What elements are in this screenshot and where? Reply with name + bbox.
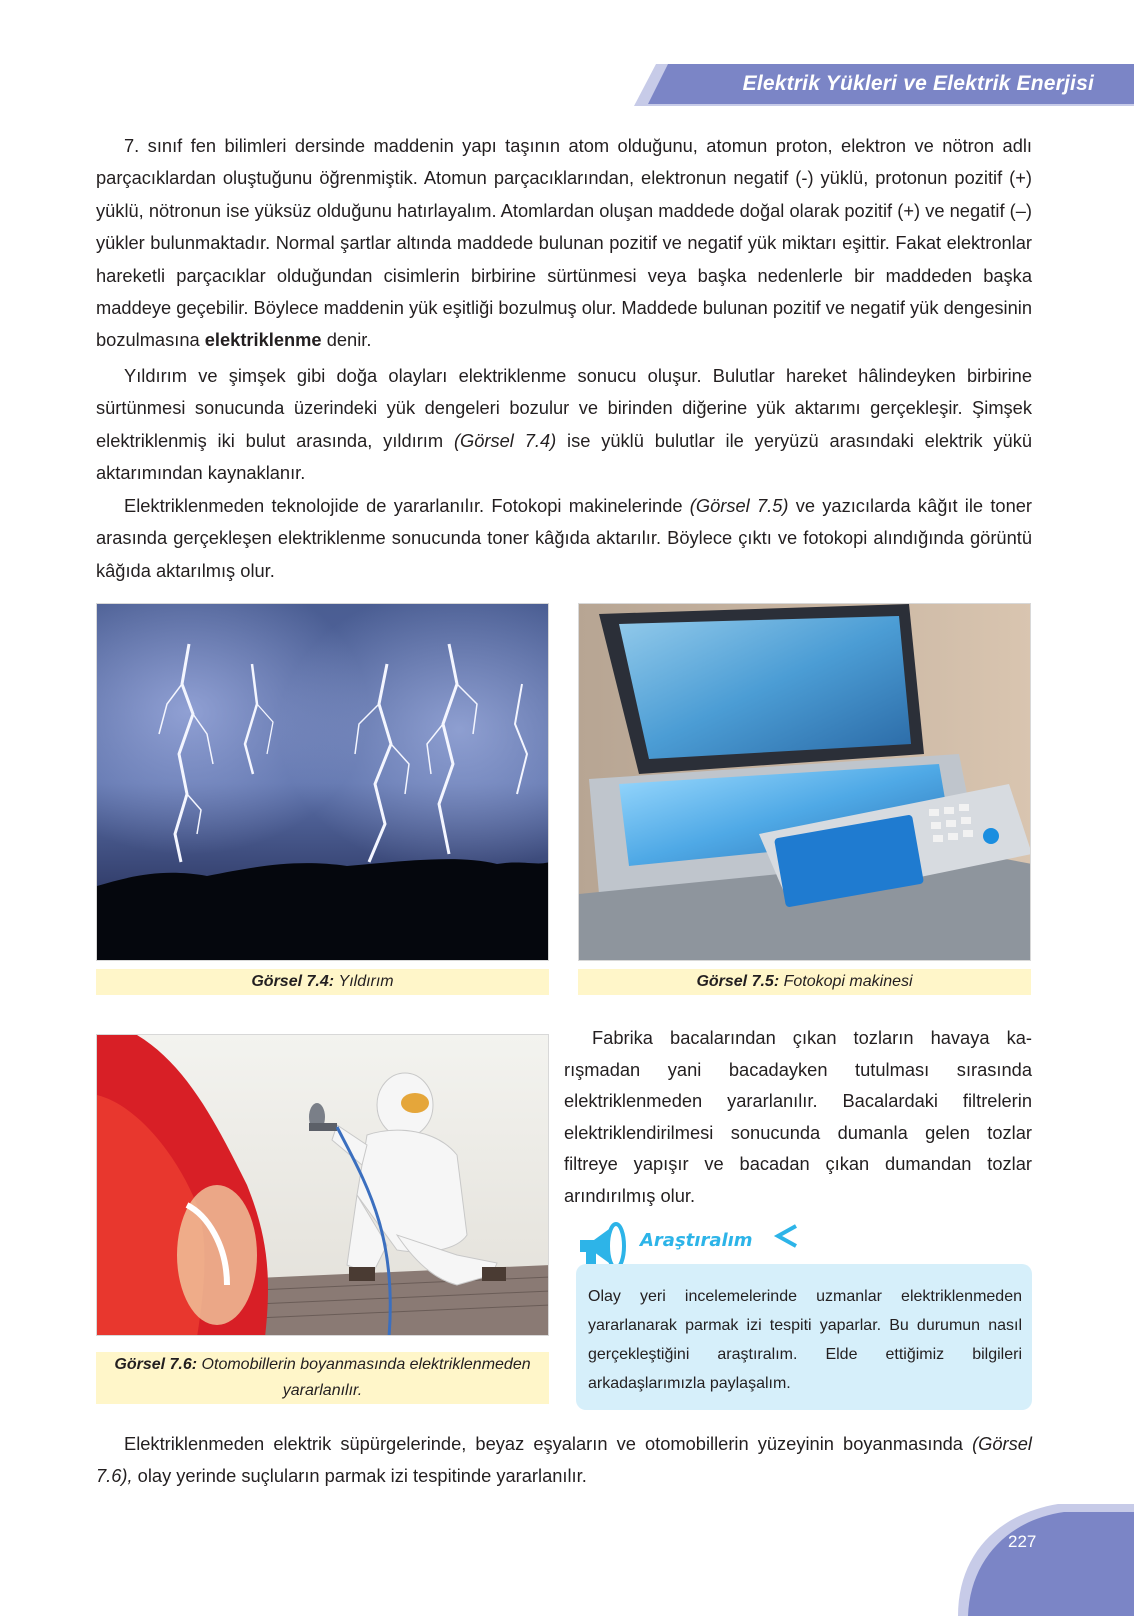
caption-7-6: Görsel 7.6: Otomobillerin boyanmasında elektriklenmeden yararlanılır. [96,1352,549,1404]
figure-reference: (Görsel 7.6), [96,1433,1032,1486]
figure-reference: (Görsel 7.5) [689,495,789,516]
research-title: Araştıralım [640,1230,753,1251]
bold-term: elektriklenme [204,329,322,351]
research-box: Olay yeri incelemelerinde uzmanlar elektriklenmeden yararlanarak parmak izi tespiti yaparlar. Bu durumun nasıl gerçekleştiğini araştıralım. Elde ettiğimiz bilgileri arkadaşlarımızla paylaşalım. [576,1264,1032,1410]
figure-reference: (Görsel 7.4) [453,429,557,451]
paragraph-1: 7. sınıf fen bilimleri dersinde maddenin yapı taşının atom olduğunu, atomun proton, elektron ve nötron adlı parçacıklardan oluştuğunu öğrenmiştik. Atomun parçacıklarından, elektronun negatif (-) yüklü, protonun pozitif (+) yüklü, nötronun ise yüksüz olduğunu hatırlayalım. Atomlardan oluşan maddede doğal olarak pozitif (+) ve negatif (–) yükler bulunmaktadır. Normal şartlar altında maddede bulunan pozitif ve negatif yük miktarı eşittir. Fakat elektronlar hareketli parçacıklar olduğundan cisimlerin birbirine sürtünmesi veya başka nedenlerle bir maddeden başka maddeye geçebilir. Böylece maddenin yük eşitliği bozulmuş olur. Maddede bulunan pozitif ve negatif yük dengesinin bozulmasına elektriklenme denir. [96,135,1032,351]
arrow-icon [772,1222,802,1257]
paragraph-3: Elektriklenmeden teknolojide de yararlanılır. Fotokopi makinelerinde (Görsel 7.5) ve yazıcılarda kâğıt ile toner arasında gerçekleşen elektriklenme sonucunda toner kâğıda aktarılır. Böylece çıktı ve fotokopi alındığında görüntü kâğıda aktarılmış olur. [96,495,1033,581]
chapter-title: Elektrik Yükleri ve Elektrik Enerjisi [742,72,1094,95]
caption-7-5: Görsel 7.5: Fotokopi makinesi [578,969,1031,995]
bottom-paragraph: Elektriklenmeden elektrik süpürgelerinde, beyaz eşyaların ve otomobillerin yüzeyinin boyanmasında (Görsel 7.6), olay yerinde suçluların parmak izi tespitinde yararlanılır. [96,1433,1032,1486]
car-painting-photo [96,1034,549,1336]
chapter-header [634,64,1134,106]
side-paragraph: Fabrika bacalarından çıkan tozların havaya karışmadan yani bacadayken tutulması sırasında elektriklenmeden yararlanılır. Bacalardaki filtrelerin elektriklendirilmesi sonucunda dumanla gelen tozlar filtreye yapışır ve bacadan çıkan dumandan tozlar arındırılmış olur. [564,1027,1032,1206]
page-corner [958,1504,1134,1616]
caption-7-4: Görsel 7.4: Yıldırım [96,969,549,995]
paragraph-2: Yıldırım ve şimşek gibi doğa olayları elektriklenme sonucu oluşur. Bulutlar hareket hâlindeyken birbirine sürtünmesi sonucunda üzerindeki yük dengeleri bozulur ve birinden diğerine yük aktarımı gerçekleşir. Şimşek elektriklenmiş iki bulut arasında, yıldırım (Görsel 7.4) ise yüklü bulutlar ile yeryüzü arasındaki elektrik yükü aktarımından kaynaklanır. [96,365,1033,484]
lightning-photo [96,603,549,961]
photocopier-photo [578,603,1031,961]
page-number: 227 [1008,1532,1037,1551]
